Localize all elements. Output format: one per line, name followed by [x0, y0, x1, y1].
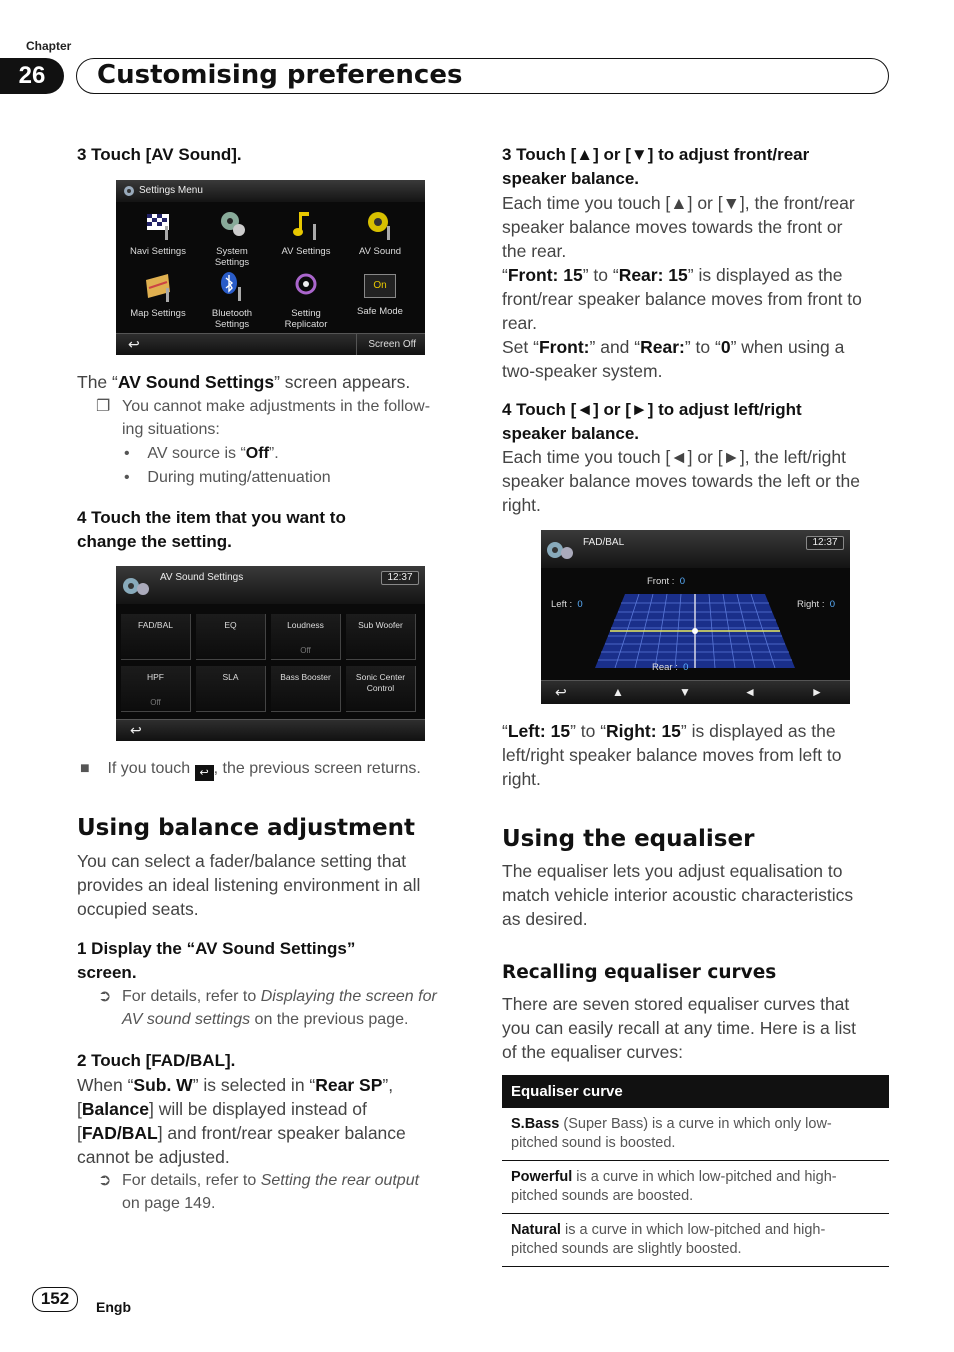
- left-right-display-note: “Left: 15” to “Right: 15” is displayed as the left/right speaker balance moves from left to right.: [502, 721, 842, 789]
- setting-replicator-tile: [272, 270, 340, 330]
- av-sound-settings-title: AV Sound Settings: [160, 572, 244, 583]
- equaliser-curve-table: [502, 1075, 889, 1267]
- table-header: Equaliser curve: [502, 1075, 889, 1108]
- gears-icon: [121, 574, 151, 598]
- system-settings-tile: [198, 208, 266, 268]
- chapter-title: Customising preferences: [97, 60, 463, 90]
- clock: 12:37: [806, 536, 844, 550]
- step-3-touch-av-sound: 3 Touch [AV Sound].: [77, 145, 242, 164]
- bullet-av-source-off: • AV source is “Off”.: [124, 445, 279, 462]
- chapter-number: 26: [0, 58, 64, 94]
- fad-bal-footer: [541, 680, 850, 704]
- back-arrow-icon: ↩: [128, 336, 140, 352]
- note-checkbox-icon: ❐: [96, 398, 111, 415]
- balance-heading: Using balance adjustment: [77, 815, 415, 841]
- balance-step-2: 2 Touch [FAD/BAL].: [77, 1051, 236, 1070]
- bluetooth-settings-tile: [198, 270, 266, 330]
- sub-woofer-cell: Sub Woofer: [346, 614, 416, 660]
- note-square-icon: ■: [80, 760, 90, 777]
- table-row: Powerful is a curve in which low-pitched and high- pitched sounds are boosted.: [502, 1161, 889, 1214]
- chapter-label: Chapter: [26, 39, 72, 53]
- av-sound-settings-screenshot: [116, 566, 425, 741]
- navi-settings-tile: [124, 208, 192, 257]
- loudness-cell: Loudness Off: [271, 614, 341, 660]
- back-arrow-icon: ↩: [555, 684, 567, 700]
- speaker-icon: [365, 208, 395, 242]
- fad-bal-screenshot: [541, 530, 850, 704]
- av-sound-label: AV Sound: [358, 246, 402, 257]
- balance-description: You can select a fader/balance setting that provides an ideal listening environment in all occupied seats.: [77, 851, 421, 919]
- av-settings-tile: [272, 208, 340, 257]
- sla-cell: SLA: [196, 666, 266, 712]
- bluetooth-icon: [217, 270, 247, 304]
- safe-mode-label: Safe Mode: [357, 306, 403, 317]
- replicator-icon: [291, 270, 321, 304]
- reference-arrow-icon: ➲: [98, 1172, 112, 1189]
- gears-icon: [217, 208, 247, 242]
- sonic-center-control-cell: Sonic Center Control: [346, 666, 416, 712]
- eq-cell: EQ: [196, 614, 266, 660]
- left-right-description: Each time you touch [◄] or [►], the left/right speaker balance moves towards the left or the right.: [502, 447, 860, 515]
- av-sound-tile: [346, 208, 414, 257]
- down-arrow-icon: ▼: [679, 685, 691, 699]
- map-icon: [143, 270, 173, 304]
- recalling-heading: Recalling equaliser curves: [502, 962, 777, 983]
- back-note: ■ If you touch ↩ , the previous screen returns.: [80, 760, 421, 779]
- front-label: Front : 0: [647, 576, 686, 587]
- settings-menu-title: Settings Menu: [139, 185, 203, 196]
- note-cannot-adjust: ❐ You cannot make adjustments in the follow- ing situations:: [96, 395, 466, 441]
- reference-arrow-icon: ➲: [98, 988, 112, 1005]
- checkered-flag-icon: [143, 208, 173, 242]
- left-arrow-icon: ◄: [744, 685, 756, 699]
- fad-bal-title: FAD/BAL: [583, 537, 625, 548]
- bluetooth-settings-label: Bluetooth Settings: [211, 308, 253, 330]
- ref-rear-output: ➲ For details, refer to Setting the rear output on page 149.: [98, 1169, 468, 1215]
- settings-menu-screenshot: [116, 180, 425, 355]
- ref-displaying-screen: ➲ For details, refer to Displaying the screen for AV sound settings on the previous page.: [98, 985, 468, 1031]
- rear-sp-note: When “Sub. W” is selected in “Rear SP”, [Balance] will be displayed instead of [FAD/BAL] and front/rear speaker balance cannot be adjusted.: [77, 1075, 406, 1167]
- settings-menu-footer: [116, 333, 425, 355]
- clock: 12:37: [381, 571, 419, 585]
- table-row: S.Bass (Super Bass) is a curve in which only low- pitched sound is boosted.: [502, 1108, 889, 1161]
- table-row: Natural is a curve in which low-pitched and high- pitched sounds are slightly boosted.: [502, 1214, 889, 1267]
- front-rear-description: Each time you touch [▲] or [▼], the front/rear speaker balance moves towards the front or the rear. “Front: 15” to “Rear: 15” is displayed as the front/rear speaker balance moves from front to rear. Set “Front:” and “Rear:” to “0” when using a two-speaker system.: [502, 193, 862, 381]
- recalling-description: There are seven stored equaliser curves that you can easily recall at any time. Here is a list of the equaliser curves:: [502, 994, 857, 1062]
- language-code: Engb: [96, 1299, 131, 1315]
- bullet-muting: • During muting/attenuation: [124, 469, 331, 486]
- step-4-left-right: 4 Touch [◄] or [►] to adjust left/right speaker balance.: [502, 400, 802, 443]
- map-settings-label: Map Settings: [130, 308, 186, 319]
- system-settings-label: System Settings: [214, 246, 250, 268]
- bass-booster-cell: Bass Booster: [271, 666, 341, 712]
- left-label: Left : 0: [551, 599, 583, 610]
- hpf-cell: HPF Off: [121, 666, 191, 712]
- rear-label: Rear : 0: [652, 662, 689, 673]
- back-arrow-icon: ↩: [130, 722, 142, 738]
- setting-replicator-label: Setting Replicator: [284, 308, 328, 330]
- right-arrow-icon: ►: [811, 685, 823, 699]
- equaliser-description: The equaliser lets you adjust equalisation to match vehicle interior acoustic characteristics as desired.: [502, 861, 854, 929]
- safe-mode-tile: [346, 270, 414, 317]
- page-number: 152: [32, 1287, 78, 1312]
- music-note-icon: [291, 208, 321, 242]
- av-sound-settings-appears: The “AV Sound Settings” screen appears.: [77, 372, 411, 392]
- equaliser-heading: Using the equaliser: [502, 826, 755, 852]
- balance-grid: [595, 594, 795, 668]
- safe-mode-value: On: [364, 274, 396, 298]
- screen-off-button: Screen Off: [368, 339, 416, 350]
- fad-bal-cell: FAD/BAL: [121, 614, 191, 660]
- av-settings-label: AV Settings: [281, 246, 331, 257]
- av-sound-settings-footer: [116, 719, 425, 741]
- balance-step-1: 1 Display the “AV Sound Settings” screen.: [77, 939, 356, 982]
- navi-settings-label: Navi Settings: [130, 246, 186, 257]
- gears-icon: [545, 538, 575, 565]
- up-arrow-icon: ▲: [612, 685, 624, 699]
- map-settings-tile: [124, 270, 192, 319]
- step-3-front-rear: 3 Touch [▲] or [▼] to adjust front/rear speaker balance.: [502, 145, 810, 188]
- right-label: Right : 0: [797, 599, 836, 610]
- gear-icon: [122, 184, 136, 198]
- back-button-icon: ↩: [195, 765, 214, 781]
- step-4-touch-item: 4 Touch the item that you want to change the setting.: [77, 508, 346, 551]
